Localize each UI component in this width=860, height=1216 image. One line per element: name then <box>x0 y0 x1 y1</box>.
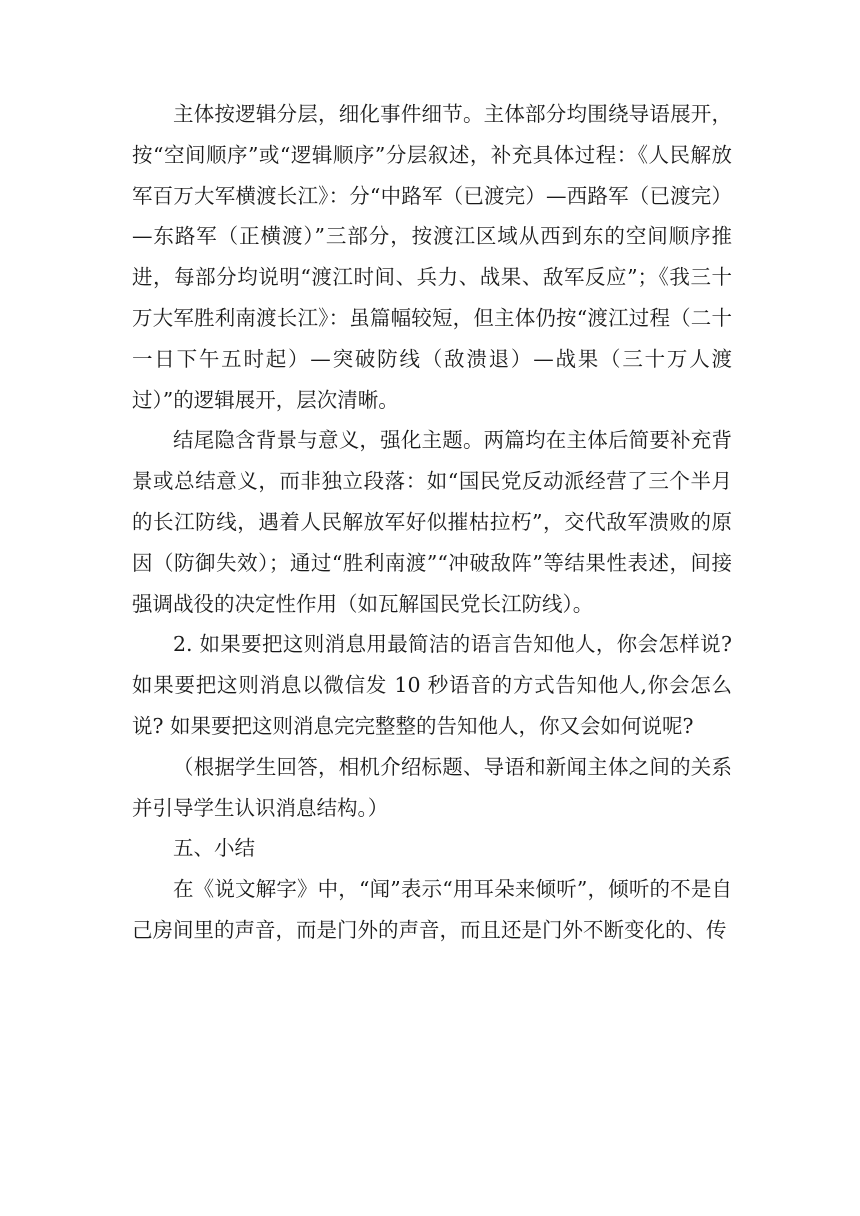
paragraph-summary-text: 在《说文解字》中，“闻”表示“用耳朵来倾听”，倾听的不是自己房间里的声音，而是门外的声音，而且还是门外不断变化的、传 <box>132 877 732 942</box>
paragraph-question-2: 2. 如果要把这则消息用最简洁的语言告知他人，你会怎样说? 如果要把这则消息以微信发 10 秒语音的方式告知他人,你会怎么说? 如果要把这则消息完完整整的告知他人，你又会如何说呢? <box>132 632 732 738</box>
paragraph-ending-meaning: 结尾隐含背景与意义，强化主题。两篇均在主体后简要补充背景或总结意义，而非独立段落：如“国民党反动派经营了三个半月的长江防线，遇着人民解放军好似摧枯拉朽”，交代敌军溃败的原因（防御失效）；通过“胜利南渡”“冲破敌阵”等结果性表述，间接强调战役的决定性作用（如瓦解国民党长江防线）。 <box>132 428 732 616</box>
section-heading-summary: 五、小结 <box>173 836 255 861</box>
document-page <box>132 94 732 951</box>
paragraph-body-structure: 主体按逻辑分层，细化事件细节。主体部分均围绕导语展开，按“空间顺序”或“逻辑顺序”分层叙述，补充具体过程：《人民解放军百万大军横渡长江》：分“中路军（已渡完）—西路军（已渡完）—东路军（正横渡）”三部分，按渡江区域从西到东的空间顺序推进，每部分均说明“渡江时间、兵力、战果、敌军反应”；《我三十万大军胜利南渡长江》：虽篇幅较短，但主体仍按“渡江过程（二十一日下午五时起）—突破防线（敌溃退）—战果（三十万人渡过）”的逻辑展开，层次清晰。 <box>132 102 732 412</box>
paragraph-teacher-note: （根据学生回答，相机介绍标题、导语和新闻主体之间的关系并引导学生认识消息结构。） <box>132 754 732 820</box>
